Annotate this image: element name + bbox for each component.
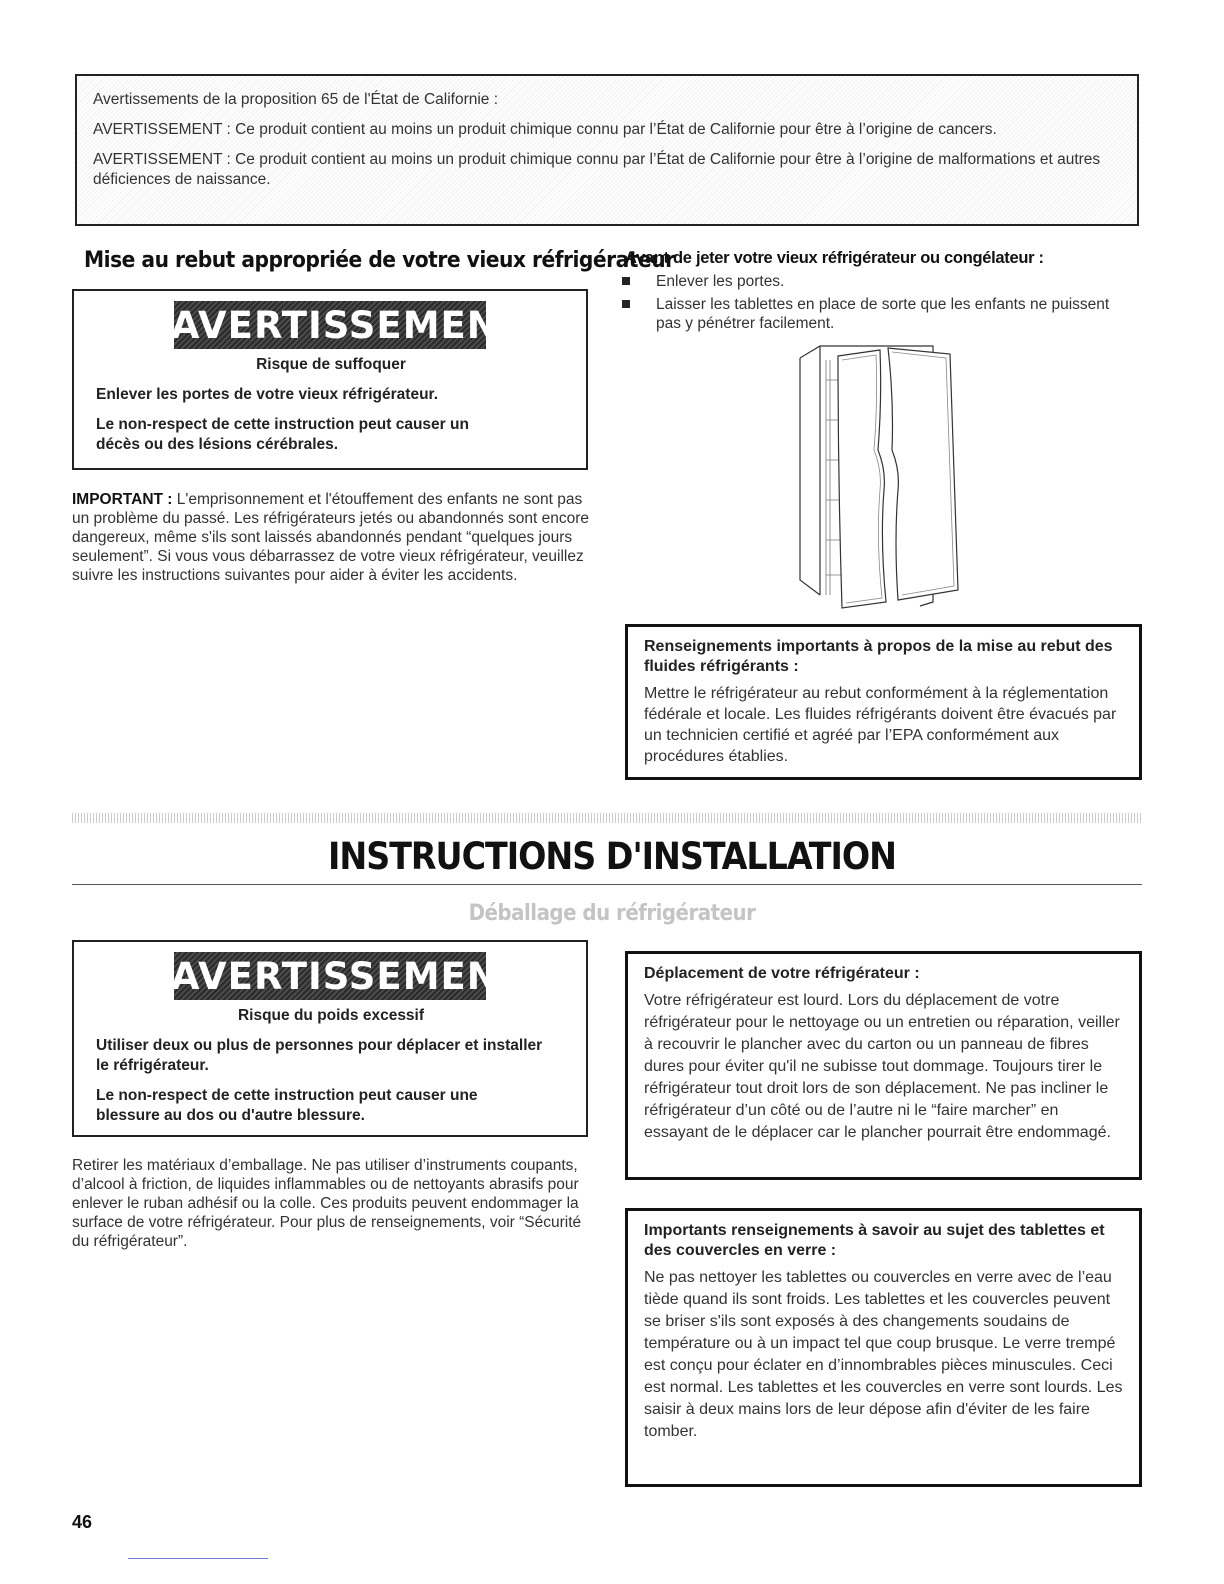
- warning-banner-label: AVERTISSEMENT: [170, 954, 525, 998]
- moving-box-text: Votre réfrigérateur est lourd. Lors du déplacement de votre réfrigérateur pour le nettoyage ou un entretien ou réparation, veiller à recouvrir le plancher avec du carton ou un panneau de fibres dures pour éviter qu'il ne subisse tout dommage. Toujours tirer le réfrigérateur tout droit lors de son déplacement. Ne pas incliner le réfrigérateur d’un côté ou de l’autre ni le “faire marcher” en essayant de le déplacer car le plancher pourrait être endommagé.: [644, 992, 1120, 1141]
- installation-heading: INSTRUCTIONS D'INSTALLATION: [328, 835, 896, 878]
- disposal-heading: Mise au rebut appropriée de votre vieux réfrigérateur: [84, 247, 675, 273]
- refrigerator-doors-removed-illustration: [790, 340, 970, 615]
- section-divider: [72, 813, 1142, 823]
- glass-box-text: Ne pas nettoyer les tablettes ou couvercles en verre avec de l’eau tiède quand ils sont froids. Les tablettes et les couvercles peuvent se briser s'ils sont exposés à des changements soudains de température ou à un impact tel que coup brusque. Le verre trempé est conçu pour éclater en d’innombrables pièces minuscules. Ceci est normal. Les tablettes et les couvercles en verre sont lourds. Les saisir à deux mains lors de leur dépose afin d'éviter de les faire tomber.: [644, 1269, 1123, 1440]
- before-disposal-heading: Avant de jeter votre vieux réfrigérateur ou congélateur :: [625, 249, 1044, 267]
- prop65-title: Avertissements de la proposition 65 de l'État de Californie :: [93, 91, 499, 108]
- warning-risk: Risque du poids excessif: [237, 1007, 425, 1024]
- bullet-square-icon: [622, 300, 630, 308]
- prop65-warning-box: [75, 74, 1139, 226]
- glass-box-title: Importants renseignements à savoir au sujet des tablettes et des couvercles en verre :: [644, 1222, 1105, 1259]
- moving-box-title: Déplacement de votre réfrigérateur :: [644, 965, 920, 982]
- list-item: Enlever les portes.: [622, 272, 1122, 291]
- before-disposal-list: [622, 272, 1122, 337]
- warning-instruction: Enlever les portes de votre vieux réfrigérateur.: [96, 386, 439, 403]
- important-paragraph: [72, 490, 592, 585]
- list-item: Laisser les tablettes en place de sorte que les enfants ne puissent pas y pénétrer facilement.: [622, 295, 1122, 333]
- refrigerant-box-title: Renseignements importants à propos de la mise au rebut des fluides réfrigérants :: [644, 638, 1113, 675]
- warning-instruction: Utiliser deux ou plus de personnes pour déplacer et installer le réfrigérateur.: [96, 1037, 543, 1074]
- unpacking-paragraph: Retirer les matériaux d’emballage. Ne pas utiliser d’instruments coupants, d’alcool à friction, de liquides inflammables ou de nettoyants abrasifs pour enlever le ruban adhésif ou la colle. Ces produits peuvent endommager la surface de votre réfrigérateur. Pour plus de renseignements, voir “Sécurité du réfrigérateur”.: [72, 1157, 582, 1250]
- footer-line: [128, 1558, 268, 1559]
- warning-banner: [135, 301, 525, 349]
- warning-consequence: Le non-respect de cette instruction peut causer un décès ou des lésions cérébrales.: [96, 416, 469, 453]
- warning-risk: Risque de suffoquer: [256, 356, 406, 373]
- prop65-warning-cancer: AVERTISSEMENT : Ce produit contient au moins un produit chimique connu par l’État de Californie pour être à l’origine de cancers.: [93, 121, 997, 138]
- refrigerant-disposal-box: [625, 624, 1142, 780]
- suffocation-warning-box: [72, 289, 588, 470]
- glass-shelves-box: [625, 1208, 1142, 1487]
- warning-triangle-icon: ⚠: [135, 958, 163, 994]
- excessive-weight-warning-box: [72, 940, 588, 1137]
- page-number: 46: [72, 1512, 93, 1532]
- bullet-square-icon: [622, 277, 630, 285]
- warning-banner: [135, 952, 525, 1000]
- important-label: IMPORTANT :: [72, 491, 173, 508]
- important-text: L'emprisonnement et l'étouffement des enfants ne sont pas un problème du passé. Les réfrigérateurs jetés ou abandonnés sont encore dangereux, même s'ils sont laissés abandonnés pendant “quelques jours seulement”. Si vous vous débarrassez de votre vieux réfrigérateur, veuillez suivre les instructions suivantes pour aider à éviter les accidents.: [72, 491, 590, 584]
- refrigerant-box-text: Mettre le réfrigérateur au rebut conformément à la réglementation fédérale et locale. Les fluides réfrigérants doivent être évacués par un technicien certifié et agréé par l’EPA conformément aux procédures établies.: [644, 685, 1117, 765]
- warning-triangle-icon: ⚠: [135, 307, 163, 343]
- heading-rule: [72, 884, 1142, 885]
- prop65-warning-birth-defects: AVERTISSEMENT : Ce produit contient au moins un produit chimique connu par l’État de Californie pour être à l’origine de malformations et autres déficiences de naissance.: [93, 151, 1101, 188]
- moving-refrigerator-box: [625, 951, 1142, 1180]
- warning-consequence: Le non-respect de cette instruction peut causer une blessure au dos ou d'autre blessure.: [96, 1087, 478, 1124]
- warning-banner-label: AVERTISSEMENT: [170, 303, 525, 347]
- unpacking-subheading: Déballage du réfrigérateur: [468, 901, 756, 926]
